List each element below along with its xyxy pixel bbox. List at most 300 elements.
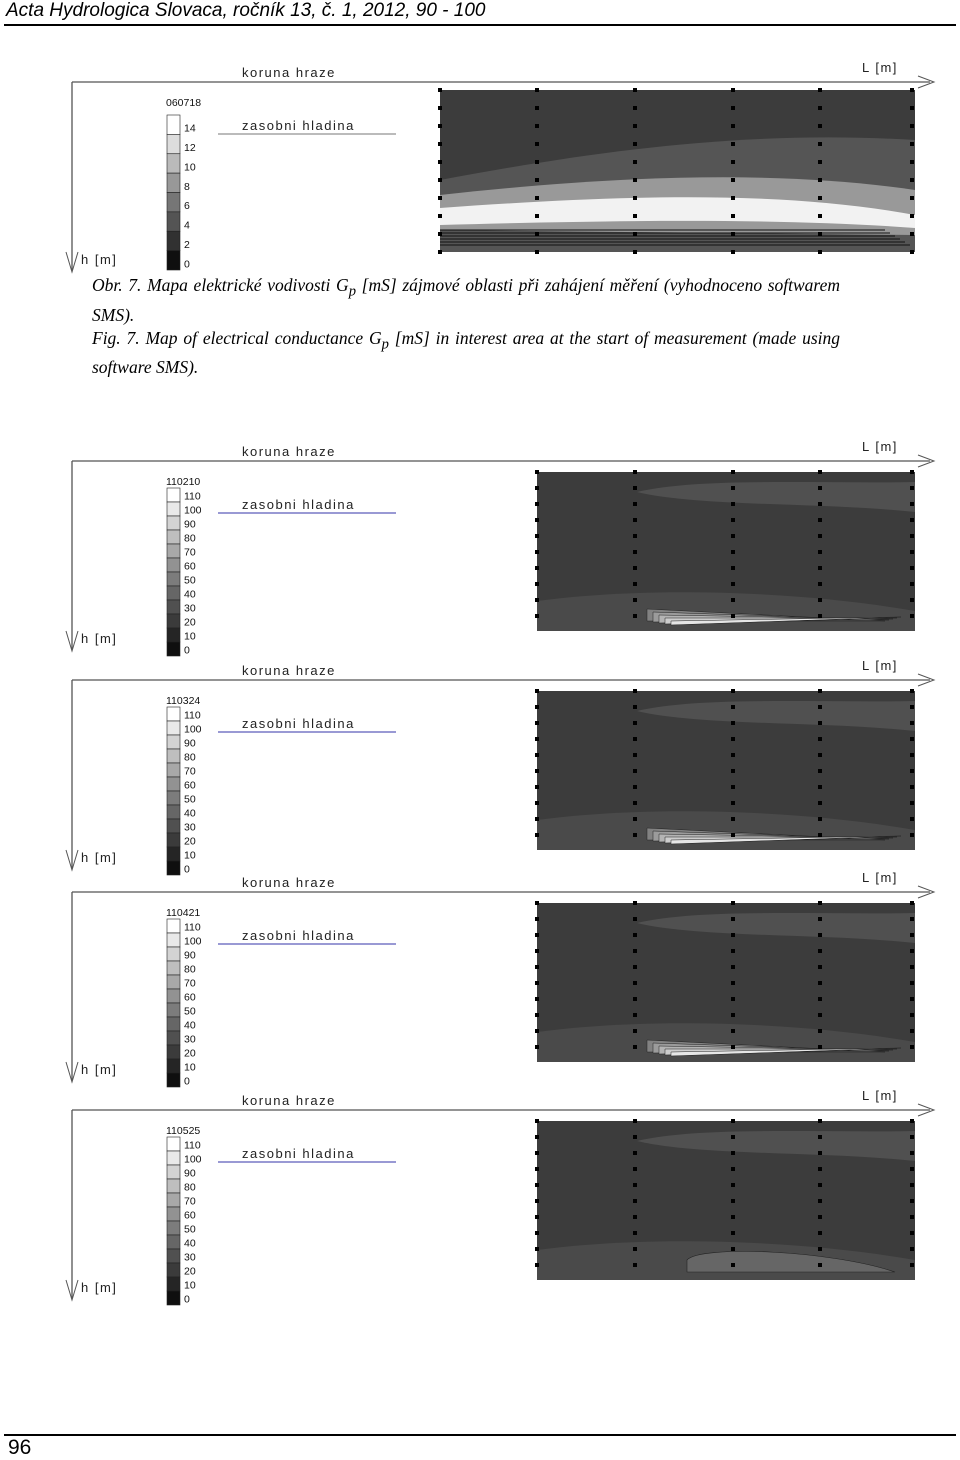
survey-point — [910, 769, 914, 773]
survey-point — [910, 566, 914, 570]
survey-point — [910, 785, 914, 789]
survey-code-label: 110525 — [166, 1125, 201, 1137]
crest-label: koruna hraze — [242, 875, 336, 890]
survey-point — [818, 1119, 822, 1123]
survey-point — [535, 965, 539, 969]
legend-swatch — [167, 1193, 180, 1207]
survey-point — [535, 106, 539, 110]
legend-swatch — [167, 1277, 180, 1291]
survey-point — [910, 250, 914, 254]
survey-point — [633, 1231, 637, 1235]
survey-point — [535, 1183, 539, 1187]
legend-swatch — [167, 628, 180, 642]
survey-point — [818, 721, 822, 725]
survey-point — [731, 550, 735, 554]
legend-tick-label: 2 — [184, 238, 190, 251]
legend-tick-label: 70 — [184, 765, 196, 778]
survey-point — [818, 614, 822, 618]
survey-point — [731, 997, 735, 1001]
legend-tick-label: 90 — [184, 737, 196, 750]
survey-point — [818, 124, 822, 128]
survey-point — [535, 997, 539, 1001]
survey-point — [731, 88, 735, 92]
survey-point — [535, 178, 539, 182]
survey-point — [818, 106, 822, 110]
legend-tick-label: 30 — [184, 821, 196, 834]
survey-point — [438, 88, 442, 92]
survey-point — [731, 178, 735, 182]
legend-tick-label: 10 — [184, 849, 196, 862]
survey-point — [910, 1183, 914, 1187]
survey-point — [731, 753, 735, 757]
survey-point — [910, 1135, 914, 1139]
survey-point — [731, 949, 735, 953]
survey-point — [910, 801, 914, 805]
legend-swatch — [167, 173, 180, 192]
survey-point — [731, 1119, 735, 1123]
legend-swatch — [167, 614, 180, 628]
survey-point — [910, 582, 914, 586]
legend-swatch — [167, 488, 180, 502]
legend-tick-label: 50 — [184, 793, 196, 806]
survey-point — [910, 1045, 914, 1049]
survey-point — [633, 769, 637, 773]
y-axis-label: h [m] — [81, 252, 118, 267]
survey-point — [731, 196, 735, 200]
survey-point — [818, 550, 822, 554]
survey-point — [910, 689, 914, 693]
journal-header: Acta Hydrologica Slovaca, ročník 13, č. 1, 2012, 90 - 100 — [6, 0, 486, 21]
survey-point — [731, 1167, 735, 1171]
survey-point — [910, 550, 914, 554]
survey-point — [633, 502, 637, 506]
survey-point — [910, 753, 914, 757]
legend-tick-label: 20 — [184, 835, 196, 848]
survey-point — [633, 705, 637, 709]
water-level-label: zasobni hladina — [242, 118, 355, 133]
survey-point — [910, 705, 914, 709]
survey-point — [633, 470, 637, 474]
survey-point — [731, 933, 735, 937]
legend-swatch — [167, 642, 180, 656]
survey-point — [731, 250, 735, 254]
survey-point — [910, 721, 914, 725]
survey-point — [910, 1231, 914, 1235]
survey-point — [438, 250, 442, 254]
survey-point — [818, 1247, 822, 1251]
survey-point — [910, 518, 914, 522]
x-axis-label: L [m] — [862, 870, 898, 885]
survey-point — [535, 1013, 539, 1017]
legend-tick-label: 0 — [184, 644, 190, 657]
x-axis-label: L [m] — [862, 658, 898, 673]
legend-tick-label: 0 — [184, 258, 190, 271]
survey-point — [731, 518, 735, 522]
survey-point — [633, 901, 637, 905]
survey-point — [535, 582, 539, 586]
survey-point — [818, 949, 822, 953]
survey-point — [535, 88, 539, 92]
survey-point — [818, 1167, 822, 1171]
legend-tick-label: 0 — [184, 863, 190, 876]
crest-label: koruna hraze — [242, 1093, 336, 1108]
legend-tick-label: 0 — [184, 1293, 190, 1306]
figure-caption — [92, 274, 840, 379]
survey-point — [535, 901, 539, 905]
survey-point — [633, 997, 637, 1001]
survey-point — [535, 232, 539, 236]
caption-en: Fig. 7. Map of electrical conductance $G_p$ [mS] in interest area at the start of measurement (made using software SMS). — [92, 327, 841, 377]
survey-point — [731, 901, 735, 905]
survey-point — [818, 785, 822, 789]
survey-point — [818, 88, 822, 92]
survey-point — [731, 785, 735, 789]
legend-tick-label: 80 — [184, 532, 196, 545]
legend-swatch — [167, 1017, 180, 1031]
survey-point — [633, 142, 637, 146]
legend-tick-label: 100 — [184, 723, 202, 736]
survey-point — [818, 196, 822, 200]
survey-point — [633, 1013, 637, 1017]
legend-swatch — [167, 231, 180, 250]
survey-point — [633, 1215, 637, 1219]
x-axis-label: L [m] — [862, 60, 898, 75]
survey-point — [818, 214, 822, 218]
survey-point — [535, 917, 539, 921]
legend-swatch — [167, 933, 180, 947]
survey-point — [633, 1119, 637, 1123]
legend-swatch — [167, 833, 180, 847]
survey-point — [535, 502, 539, 506]
survey-point — [535, 1119, 539, 1123]
legend-tick-label: 80 — [184, 751, 196, 764]
survey-point — [535, 933, 539, 937]
survey-point — [910, 160, 914, 164]
survey-point — [910, 917, 914, 921]
x-axis-label: L [m] — [862, 1088, 898, 1103]
survey-point — [818, 250, 822, 254]
survey-point — [633, 614, 637, 618]
legend-tick-label: 20 — [184, 1047, 196, 1060]
legend-swatch — [167, 115, 180, 134]
survey-point — [633, 534, 637, 538]
legend-tick-label: 10 — [184, 1279, 196, 1292]
survey-point — [535, 614, 539, 618]
survey-point — [731, 1135, 735, 1139]
survey-point — [535, 1045, 539, 1049]
legend-tick-label: 60 — [184, 1209, 196, 1222]
survey-point — [633, 737, 637, 741]
survey-point — [818, 997, 822, 1001]
legend-swatch — [167, 721, 180, 735]
survey-point — [535, 1199, 539, 1203]
survey-point — [818, 1183, 822, 1187]
legend-swatch — [167, 1263, 180, 1277]
legend-tick-label: 110 — [184, 490, 201, 503]
survey-point — [535, 250, 539, 254]
legend-swatch — [167, 1031, 180, 1045]
survey-point — [633, 917, 637, 921]
legend-tick-label: 70 — [184, 977, 196, 990]
survey-point — [535, 470, 539, 474]
figure-panel — [0, 658, 960, 878]
survey-point — [731, 232, 735, 236]
survey-point — [633, 1167, 637, 1171]
survey-point — [535, 196, 539, 200]
legend-swatch — [167, 1221, 180, 1235]
legend-tick-label: 40 — [184, 1237, 196, 1250]
legend-swatch — [167, 1003, 180, 1017]
survey-point — [818, 801, 822, 805]
survey-point — [910, 737, 914, 741]
survey-point — [910, 534, 914, 538]
survey-point — [535, 705, 539, 709]
survey-point — [535, 833, 539, 837]
x-axis-label: L [m] — [862, 439, 898, 454]
survey-point — [910, 997, 914, 1001]
survey-point — [910, 965, 914, 969]
survey-point — [910, 232, 914, 236]
survey-point — [818, 518, 822, 522]
survey-point — [535, 753, 539, 757]
survey-point — [633, 518, 637, 522]
survey-point — [818, 981, 822, 985]
survey-point — [731, 1199, 735, 1203]
legend-swatch — [167, 1151, 180, 1165]
survey-point — [438, 124, 442, 128]
legend-tick-label: 100 — [184, 504, 202, 517]
legend-swatch — [167, 572, 180, 586]
legend-swatch — [167, 1137, 180, 1151]
survey-point — [535, 1231, 539, 1235]
legend-tick-label: 90 — [184, 949, 196, 962]
survey-point — [731, 769, 735, 773]
survey-point — [438, 160, 442, 164]
survey-point — [633, 214, 637, 218]
contour-map — [0, 60, 960, 280]
survey-point — [818, 917, 822, 921]
legend-tick-label: 10 — [184, 161, 196, 174]
survey-point — [910, 833, 914, 837]
legend-swatch — [167, 530, 180, 544]
survey-point — [818, 817, 822, 821]
legend-swatch — [167, 707, 180, 721]
survey-code-label: 060718 — [166, 97, 202, 109]
survey-point — [438, 106, 442, 110]
legend-tick-label: 30 — [184, 1033, 196, 1046]
legend-swatch — [167, 212, 180, 231]
survey-point — [535, 486, 539, 490]
figure-panel — [0, 60, 960, 280]
legend-tick-label: 50 — [184, 1005, 196, 1018]
legend-tick-label: 90 — [184, 518, 196, 531]
survey-point — [633, 1199, 637, 1203]
survey-point — [633, 582, 637, 586]
survey-point — [731, 124, 735, 128]
legend-tick-label: 10 — [184, 1061, 196, 1074]
survey-point — [633, 981, 637, 985]
survey-point — [818, 232, 822, 236]
survey-point — [910, 106, 914, 110]
legend-tick-label: 110 — [184, 921, 201, 934]
legend-tick-label: 50 — [184, 1223, 196, 1236]
survey-point — [633, 965, 637, 969]
survey-point — [731, 1045, 735, 1049]
survey-point — [535, 550, 539, 554]
survey-point — [910, 598, 914, 602]
legend-tick-label: 60 — [184, 560, 196, 573]
survey-point — [818, 142, 822, 146]
survey-point — [731, 566, 735, 570]
survey-point — [633, 1247, 637, 1251]
legend-swatch — [167, 1073, 180, 1087]
survey-point — [633, 178, 637, 182]
survey-code-label: 110210 — [166, 476, 201, 488]
header-rule — [4, 24, 956, 26]
survey-point — [535, 142, 539, 146]
survey-point — [910, 1215, 914, 1219]
survey-point — [731, 486, 735, 490]
survey-point — [535, 689, 539, 693]
survey-point — [438, 232, 442, 236]
survey-point — [731, 817, 735, 821]
legend-tick-label: 12 — [184, 142, 196, 155]
survey-point — [535, 721, 539, 725]
legend-swatch — [167, 1059, 180, 1073]
legend-swatch — [167, 919, 180, 933]
survey-point — [818, 1199, 822, 1203]
contour-map — [0, 658, 960, 878]
survey-point — [731, 1231, 735, 1235]
legend-tick-label: 4 — [184, 219, 190, 232]
survey-point — [438, 214, 442, 218]
survey-point — [633, 232, 637, 236]
survey-point — [731, 214, 735, 218]
survey-point — [731, 614, 735, 618]
survey-point — [731, 689, 735, 693]
legend-tick-label: 6 — [184, 200, 190, 213]
legend-swatch — [167, 586, 180, 600]
survey-point — [731, 106, 735, 110]
survey-point — [535, 518, 539, 522]
survey-point — [633, 949, 637, 953]
survey-point — [731, 1029, 735, 1033]
survey-point — [910, 901, 914, 905]
legend-swatch — [167, 558, 180, 572]
survey-point — [535, 598, 539, 602]
survey-point — [818, 1263, 822, 1267]
legend-tick-label: 90 — [184, 1167, 196, 1180]
figure-panel — [0, 1088, 960, 1308]
legend-swatch — [167, 1249, 180, 1263]
survey-point — [535, 1215, 539, 1219]
legend-swatch — [167, 1045, 180, 1059]
legend-swatch — [167, 947, 180, 961]
survey-point — [910, 1167, 914, 1171]
crest-label: koruna hraze — [242, 663, 336, 678]
survey-point — [438, 196, 442, 200]
survey-point — [633, 160, 637, 164]
survey-point — [731, 981, 735, 985]
survey-point — [910, 933, 914, 937]
survey-point — [731, 965, 735, 969]
survey-point — [910, 142, 914, 146]
survey-point — [731, 1151, 735, 1155]
legend-swatch — [167, 763, 180, 777]
survey-point — [910, 1013, 914, 1017]
survey-point — [910, 817, 914, 821]
survey-point — [535, 534, 539, 538]
survey-point — [535, 769, 539, 773]
survey-point — [535, 160, 539, 164]
survey-point — [910, 1199, 914, 1203]
legend-tick-label: 110 — [184, 709, 201, 722]
survey-point — [731, 582, 735, 586]
survey-point — [633, 124, 637, 128]
survey-point — [633, 1135, 637, 1139]
survey-point — [731, 1013, 735, 1017]
survey-point — [535, 124, 539, 128]
water-level-label: zasobni hladina — [242, 928, 355, 943]
survey-point — [818, 566, 822, 570]
survey-point — [818, 1215, 822, 1219]
legend-swatch — [167, 154, 180, 173]
survey-point — [910, 486, 914, 490]
legend-swatch — [167, 819, 180, 833]
legend-tick-label: 20 — [184, 1265, 196, 1278]
crest-label: koruna hraze — [242, 444, 336, 459]
survey-point — [633, 817, 637, 821]
survey-point — [731, 1183, 735, 1187]
legend-swatch — [167, 1165, 180, 1179]
survey-point — [818, 737, 822, 741]
water-level-label: zasobni hladina — [242, 716, 355, 731]
survey-point — [818, 769, 822, 773]
survey-point — [731, 142, 735, 146]
legend-swatch — [167, 777, 180, 791]
legend-tick-label: 80 — [184, 963, 196, 976]
survey-point — [910, 470, 914, 474]
survey-point — [535, 1135, 539, 1139]
survey-point — [633, 598, 637, 602]
survey-point — [535, 817, 539, 821]
water-level-label: zasobni hladina — [242, 1146, 355, 1161]
water-level-label: zasobni hladina — [242, 497, 355, 512]
legend-tick-label: 60 — [184, 991, 196, 1004]
survey-code-label: 110421 — [166, 907, 201, 919]
survey-point — [633, 1029, 637, 1033]
legend-swatch — [167, 134, 180, 153]
survey-point — [633, 486, 637, 490]
survey-point — [818, 1231, 822, 1235]
survey-point — [633, 801, 637, 805]
survey-point — [633, 250, 637, 254]
survey-code-label: 110324 — [166, 695, 201, 707]
survey-point — [910, 178, 914, 182]
y-axis-label: h [m] — [81, 850, 118, 865]
survey-point — [633, 1263, 637, 1267]
legend-swatch — [167, 735, 180, 749]
contour-map — [0, 1088, 960, 1308]
survey-point — [731, 1263, 735, 1267]
survey-point — [910, 949, 914, 953]
legend-swatch — [167, 1207, 180, 1221]
caption-cz: Obr. 7. Mapa elektrické vodivosti $G_p$ [mS] zájmové oblasti při zahájení měření (vyhodnoceno softwarem SMS). — [92, 275, 840, 325]
survey-point — [818, 705, 822, 709]
legend-swatch — [167, 1291, 180, 1305]
contour-map — [0, 439, 960, 659]
legend-swatch — [167, 961, 180, 975]
